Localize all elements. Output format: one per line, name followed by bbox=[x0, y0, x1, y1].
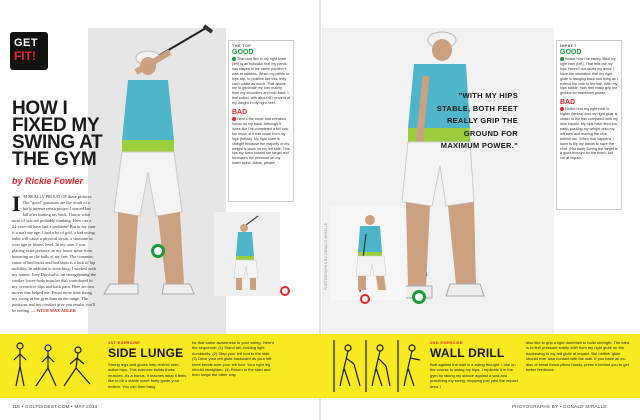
intro-body: 'M REALLY PROUD OF these pictures. The "good" positions are the result of a fairly intense rehab project I started last fall after hurting my back. I know what most of you are probably thinking: How can a 24-year-old have had a problem? But in my case it wasn't my age, I had a lot of golf, a bad swing habit will cause a physical strain, a structure in your age or fitness level. In my case, I was placing extra pressure on my lower spine from bouncing on the balls of my feet. The common cause of bad backs and bad shots is a lack of hip mobility. In addition to stretching, I worked with my trainer, Joey Diovisalvi, on strengthening the weaker lower-body muscles that contributed to my overactive hips and back pain. Here are two moves that helped me. Focus more time fixing my swing in the gym than on the range. The positions and my comfort give you results you'll be feeling. bbox=[12, 194, 96, 313]
golfer-impact-bad-photo bbox=[330, 206, 406, 300]
top-bad-heading: BAD bbox=[232, 109, 248, 117]
side-lunge-figure-icon bbox=[8, 338, 98, 394]
exercise-1-text-2: for that same awareness to your swing. Here's the sequence: (1) Stand tall, holding light dumbbells. (2) Step your left foot to the side. (3) Drive your left glute backward as your left knee bends over your left foot. Your right leg should straighten. (4) Return to the start and then lunge the other way. bbox=[192, 340, 275, 378]
drop-cap: I bbox=[12, 194, 21, 216]
vertical-photo-credit: PHOTOGRAPHS BY DONALD MIRALLE bbox=[324, 222, 328, 290]
target-marker-good-top bbox=[151, 244, 165, 258]
exercise-2-title: WALL DRILL bbox=[430, 346, 505, 360]
badge-line-1: GET bbox=[14, 37, 39, 49]
wall-drill-figure-icon bbox=[330, 338, 430, 394]
exercise-2-label: 2ND EXERCISE bbox=[430, 340, 463, 345]
impact-bad-text: Notice how my right heel is higher (below) and my right glute is closer to the ball compared with my new impact. My hips have fired too early, pushing my weight onto my left toes and leaving the club behind me. When that happens, I have to flip my hands to save the shot. (Not bad!) During the target is a good thought for the finish, but not at impact. bbox=[560, 107, 618, 161]
impact-box-label: IMPACT bbox=[560, 44, 577, 48]
red-dot-icon bbox=[560, 107, 564, 111]
exercise-strip bbox=[0, 334, 640, 398]
article-headline: HOW I FIXED MY SWING AT THE GYM bbox=[12, 98, 103, 170]
footer-left: 118 • GOLFDIGEST.COM • MAY 2013 bbox=[12, 404, 98, 409]
top-good-text: That nice flex in my right knee (left) is an indicator that my pelvis has stayed in the same position it was at address. When my pelvis or hips slip, to positive like this, they can't rotate as much. That allows me to generate my turn mainly from my shoulders and mid-back. I feel coiled, with about 60 percent of my weight in my right heel. bbox=[232, 57, 291, 106]
top-box-label: THE TOP bbox=[232, 44, 252, 48]
exercise-2-text-2: also like to grip a light dumbbell to build strength. The idea is to feel pressure subtly shift from my right glute on the backswing to my left glute at impact. But neither glute should ever lose contact with the wall. If you have an ex-disc or small throw pillow handy, press it behind you to get better feedback. bbox=[526, 340, 630, 373]
top-good-heading: GOOD bbox=[232, 49, 254, 56]
exercise-1-text-1: Strong legs and glutes help restrict over-active hips. This exercise builds those muscles. As a bonus, it teaches what it feels like to hit a stable lower body guide your motion. You can then hang bbox=[108, 362, 187, 389]
exercise-1-label: 1ST EXERCISE bbox=[108, 340, 141, 345]
target-marker-bad-top bbox=[280, 286, 290, 296]
pull-quote: "WITH MY HIPS STABLE, BOTH FEET REALLY GRIP THE GROUND FOR MAXIMUM POWER." bbox=[436, 91, 518, 150]
footer-right: PHOTOGRAPHS BY • DONALD MIRALLE bbox=[512, 404, 607, 409]
green-dot-icon bbox=[560, 57, 564, 61]
red-dot-icon bbox=[232, 117, 236, 121]
impact-good-text: Notice how I've barely lifted my right heel (left). That tells me my hips haven't out-raced my arms. I have the sensation that my right glute is hanging back and firing as I extend the club to the ball. With my hips stable, both feet really grip the ground for maximum power. bbox=[560, 57, 618, 96]
impact-good-heading: GOOD bbox=[560, 49, 582, 56]
golfer-top-bad-photo bbox=[214, 212, 280, 296]
get-fit-badge bbox=[10, 32, 48, 70]
exercise-1-title: SIDE LUNGE bbox=[108, 346, 184, 360]
green-dot-icon bbox=[232, 57, 236, 61]
target-marker-bad-impact bbox=[360, 294, 370, 304]
impact-analysis-box bbox=[556, 40, 622, 210]
exercise-2-text-1: Butt against the wall in a swing thought. I use on the course to swing my hips. I replicate it in the gym by taking my stance against a wall and practicing my swing, stopping just past the impact area. I bbox=[430, 362, 518, 389]
top-analysis-box bbox=[228, 40, 294, 202]
article-byline: by Rickie Fowler bbox=[12, 176, 84, 186]
impact-bad-heading: BAD bbox=[560, 99, 576, 107]
top-bad-text: Here's the move that wreaked havoc on my back. Although it looks like I've completed a full turn, too much of it has come from my hips (below). My right knee is straight because the majority of my weight is stuck on my left side. This tips my torso toward the target and increases the pressure on my lower spine. Adios, please. bbox=[232, 117, 290, 166]
target-marker-good-impact bbox=[412, 290, 426, 304]
intro-credit: — WITH MAX ADLER bbox=[31, 308, 76, 313]
badge-line-2: FIT! bbox=[14, 49, 36, 63]
